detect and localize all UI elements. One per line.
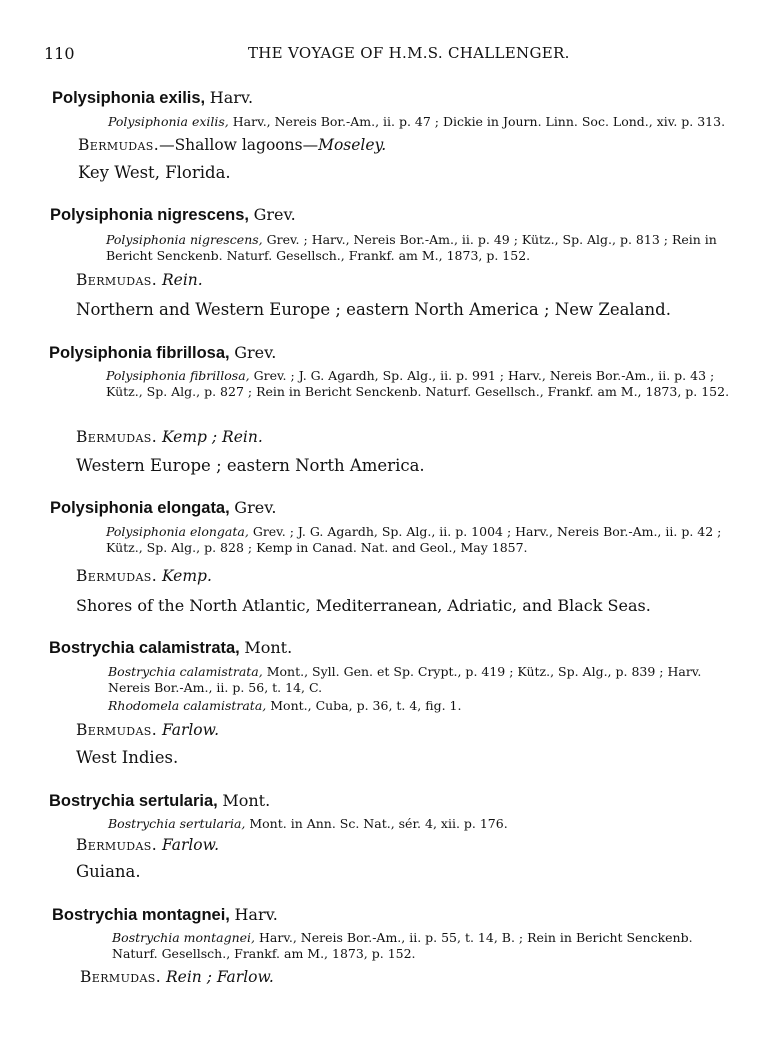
locality: Bermudas. Rein. [76, 271, 203, 289]
reference: Bostrychia sertularia, Mont. in Ann. Sc. Nat., sér. 4, xii. p. 176. [108, 816, 508, 831]
species-heading: Bostrychia montagnei, Harv. [52, 905, 278, 924]
locality: Bermudas. Farlow. [76, 721, 219, 739]
page-number: 110 [44, 44, 75, 63]
species-heading: Bostrychia sertularia, Mont. [49, 791, 271, 810]
species-heading: Polysiphonia elongata, Grev. [50, 498, 277, 517]
reference: Bostrychia calamistrata, Mont., Syll. Gen. et Sp. Crypt., p. 419 ; Kütz., Sp. Alg., p. 839 ; Harv. Nereis Bor.-Am., ii. p. 56, t. 14, C. [108, 664, 702, 695]
page-header [0, 44, 776, 68]
species-heading: Polysiphonia exilis, Harv. [52, 88, 254, 107]
distribution: Guiana. [76, 862, 141, 881]
reference: Rhodomela calamistrata, Mont., Cuba, p. 36, t. 4, fig. 1. [108, 698, 462, 713]
species-heading: Bostrychia calamistrata, Mont. [49, 638, 293, 657]
species-heading: Polysiphonia nigrescens, Grev. [50, 205, 296, 224]
distribution: Western Europe ; eastern North America. [76, 456, 425, 475]
locality: Bermudas. Rein ; Farlow. [80, 968, 274, 986]
distribution: Key West, Florida. [78, 163, 231, 182]
locality: Bermudas. Farlow. [76, 836, 219, 854]
reference: Polysiphonia nigrescens, Grev. ; Harv., Nereis Bor.-Am., ii. p. 49 ; Kütz., Sp. Alg., p. 813 ; Rein in Bericht Senckenb. Naturf. Gesellsch., Frankf. am M., 1873, p. 152. [106, 232, 717, 263]
running-title: THE VOYAGE OF H.M.S. CHALLENGER. [248, 44, 570, 62]
distribution: Shores of the North Atlantic, Mediterranean, Adriatic, and Black Seas. [76, 596, 651, 615]
locality: Bermudas.—Shallow lagoons—Moseley. [78, 136, 387, 154]
locality: Bermudas. Kemp. [76, 567, 212, 585]
distribution: Northern and Western Europe ; eastern North America ; New Zealand. [76, 300, 671, 319]
locality: Bermudas. Kemp ; Rein. [76, 428, 263, 446]
reference: Polysiphonia exilis, Harv., Nereis Bor.-Am., ii. p. 47 ; Dickie in Journ. Linn. Soc. Lond., xiv. p. 313. [108, 114, 726, 129]
reference: Bostrychia montagnei, Harv., Nereis Bor.-Am., ii. p. 55, t. 14, B. ; Rein in Bericht Senckenb. Naturf. Gesellsch., Frankf. am M., 1873, p. 152. [112, 930, 693, 961]
species-heading: Polysiphonia fibrillosa, Grev. [49, 343, 277, 362]
reference: Polysiphonia fibrillosa, Grev. ; J. G. Agardh, Sp. Alg., ii. p. 991 ; Harv., Nereis Bor.-Am., ii. p. 43 ; Kütz., Sp. Alg., p. 827 ; Rein in Bericht Senckenb. Naturf. Gesellsch., Frankf. am M., 1873, p. 152. [106, 368, 730, 399]
reference: Polysiphonia elongata, Grev. ; J. G. Agardh, Sp. Alg., ii. p. 1004 ; Harv., Nereis Bor.-Am., ii. p. 42 ; Kütz., Sp. Alg., p. 828 ; Kemp in Canad. Nat. and Geol., May 1857. [106, 524, 722, 555]
distribution: West Indies. [76, 748, 179, 767]
